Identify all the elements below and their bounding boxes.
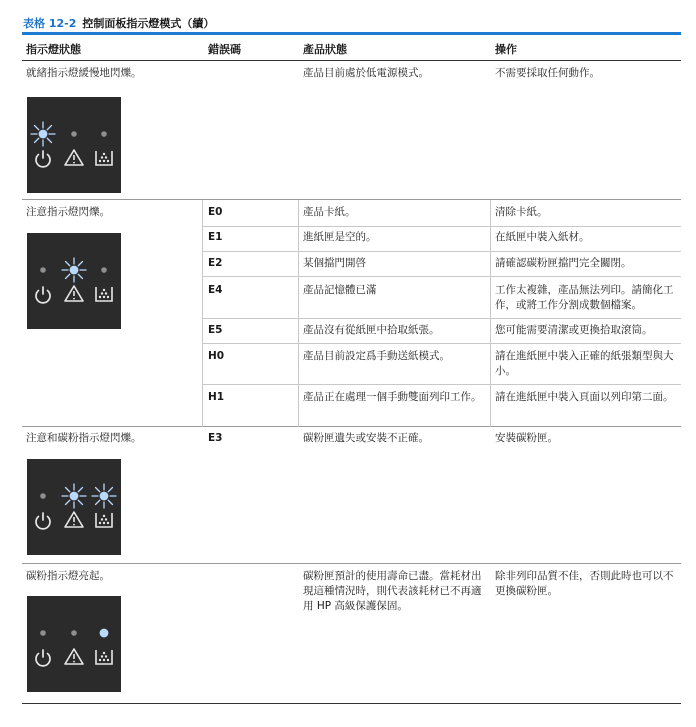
row-e0-action: 清除卡紙。 (495, 206, 548, 218)
row1-action: 不需要採取任何動作。 (495, 67, 600, 79)
row1-product: 產品目前處於低電源模式。 (303, 67, 429, 79)
row-toner-action: 除非列印品質不佳，否則此時也可以不更換碳粉匣。 (495, 570, 674, 597)
row4-state: 碳粉指示燈亮起。 (26, 570, 110, 582)
row2-state: 注意指示燈閃爍。 (26, 206, 110, 218)
title-rule (22, 32, 681, 35)
warning-icon (65, 649, 83, 664)
row-h0-action: 請在進紙匣中裝入正確的紙張類型與大小。 (495, 350, 674, 377)
row-h1-product: 產品正在處理一個手動雙面列印工作。 (303, 391, 482, 403)
ready-led (40, 493, 46, 499)
header-action: 操作 (495, 43, 517, 56)
toner-led (100, 492, 109, 501)
sub-divider (203, 276, 681, 277)
attention-led (70, 266, 79, 275)
sub-divider (203, 318, 681, 319)
row-e0-product: 產品卡紙。 (303, 206, 356, 218)
row-divider (22, 563, 681, 564)
row-e5-product: 產品沒有從紙匣中拾取紙張。 (303, 324, 440, 336)
attention-led (70, 492, 79, 501)
control-panel-4 (27, 596, 121, 692)
row-e3-action: 安裝碳粉匣。 (495, 432, 558, 444)
toner-led (101, 267, 107, 273)
code-h1: H1 (208, 391, 225, 403)
code-e5: E5 (208, 324, 223, 336)
power-icon (36, 513, 50, 529)
code-e3: E3 (208, 432, 223, 444)
ready-led (40, 267, 46, 273)
row-h0-product: 產品目前設定爲手動送紙模式。 (303, 350, 450, 362)
row-divider (22, 199, 681, 200)
toner-icon (96, 287, 112, 301)
warning-icon (65, 286, 83, 301)
row-h1-action: 請在進紙匣中裝入頁面以列印第二面。 (495, 391, 674, 403)
power-icon (36, 151, 50, 167)
header-rule (22, 60, 681, 61)
header-code: 錯誤碼 (208, 43, 241, 56)
code-h0: H0 (208, 350, 225, 362)
row1-state: 就緒指示燈緩慢地閃爍。 (26, 67, 142, 79)
warning-icon (65, 512, 83, 527)
code-e1: E1 (208, 231, 223, 243)
table-caption (23, 15, 214, 31)
header-product: 產品狀態 (303, 43, 347, 56)
column-line (202, 200, 203, 427)
row-e1-product: 進紙匣是空的。 (303, 231, 377, 243)
row-e5-action: 您可能需要清潔或更換拾取滾筒。 (495, 324, 653, 336)
sub-divider (203, 226, 681, 227)
power-icon (36, 650, 50, 666)
toner-icon (96, 151, 112, 165)
row-e2-product: 某個擋門開啓 (303, 257, 366, 269)
table-bottom-rule (22, 703, 681, 704)
toner-led (100, 629, 109, 638)
column-line (298, 200, 299, 427)
column-line (490, 200, 491, 427)
toner-icon (96, 650, 112, 664)
power-icon (36, 287, 50, 303)
ready-led (39, 130, 48, 139)
header-state: 指示燈狀態 (26, 43, 81, 56)
control-panel-2 (27, 233, 121, 329)
control-panel-1 (27, 97, 121, 193)
row-e1-action: 在紙匣中裝入紙材。 (495, 231, 590, 243)
code-e2: E2 (208, 257, 223, 269)
sub-divider (203, 343, 681, 344)
warning-icon (65, 150, 83, 165)
row3-state: 注意和碳粉指示燈閃爍。 (26, 432, 142, 444)
attention-led (71, 630, 77, 636)
code-e0: E0 (208, 206, 223, 218)
table-number: 表格 12-2 (23, 17, 77, 30)
code-e4: E4 (208, 284, 223, 296)
row-toner-product: 碳粉匣預計的使用壽命已盡。當耗材出現這種情況時，則代表該耗材已不再適用 HP 高級保護保固。 (303, 570, 482, 612)
row-e2-action: 請確認碳粉匣擋門完全關閉。 (495, 257, 632, 269)
row-e4-action: 工作太複雜，產品無法列印。請簡化工作，或將工作分割成數個檔案。 (495, 284, 674, 311)
control-panel-3 (27, 459, 121, 555)
row-e4-product: 產品記憶體已滿 (303, 284, 377, 296)
toner-icon (96, 513, 112, 527)
sub-divider (203, 251, 681, 252)
sub-divider (203, 384, 681, 385)
row-e3-product: 碳粉匣遺失或安裝不正確。 (303, 432, 429, 444)
table-title: 控制面板指示燈模式（續） (82, 17, 215, 30)
attention-led (71, 131, 77, 137)
ready-led (40, 630, 46, 636)
row-divider (22, 426, 681, 427)
toner-led (101, 131, 107, 137)
